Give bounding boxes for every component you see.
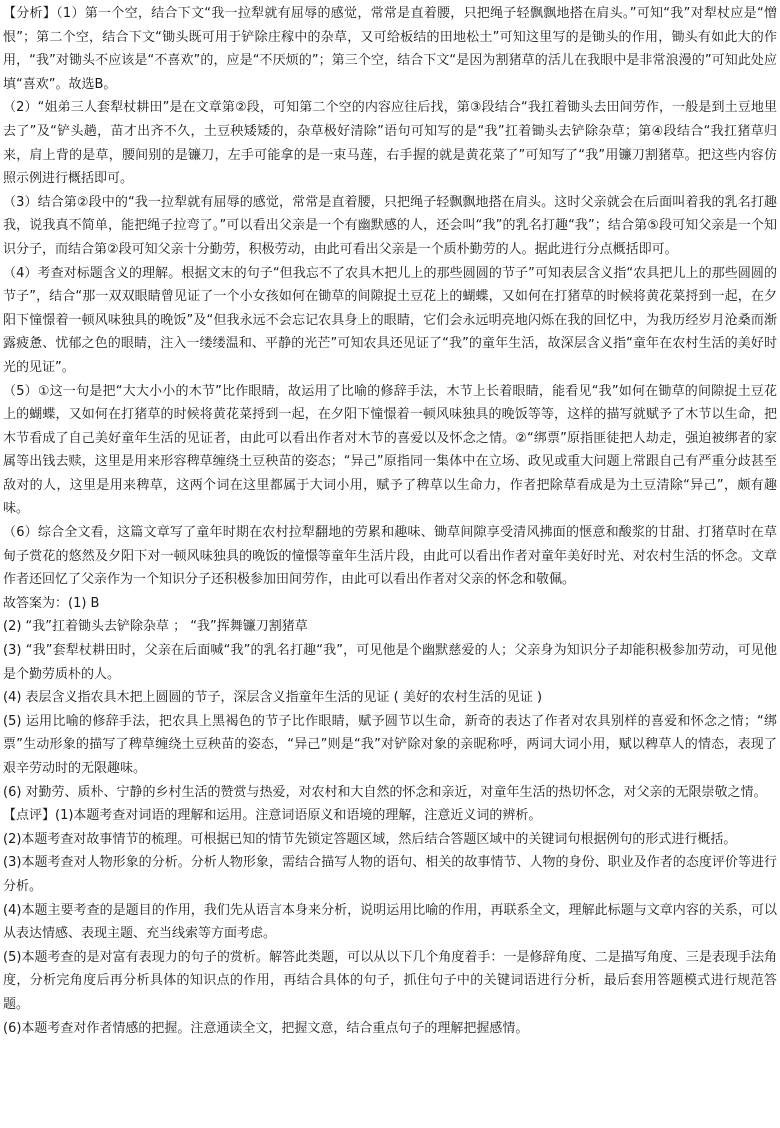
comment-1: 【点评】(1)本题考查对词语的理解和运用。注意词语原义和语境的理解，注意近义词的辨析。 (3, 808, 542, 824)
answer-heading: 故答案为：(1) B (3, 595, 100, 611)
analysis-part-4: （4）考查对标题含义的理解。根据文末的句子“但我忘不了农具木把儿上的那些圆圆的节子”可知表层含义指“农具把儿上的那些圆圆的节子”，结合“那一双双眼睛曾见证了一个小女孩如何在锄草的间隙捉土豆花上的蝴蝶，又如何在打猪草的时候将黄花菜捋到一起，在夕阳下憧憬着一顿风味独具的晚饭”及“但我永远不会忘记农具身上的眼睛，它们会永远明亮地闪烁在我的回忆中，为我历经岁月沧桑而渐露疲惫、忧郁之色的眼睛，注入一缕缕温和、平静的光芒”可知农具还见证了“我”的童年生活，故深层含义指“童年在农村生活的美好时光的见证”。 (3, 265, 777, 375)
answer-4: (4) 表层含义指农具木把上圆圆的节子，深层含义指童年生活的见证 ( 美好的农村生活的见证 ) (3, 690, 543, 706)
analysis-part-6: （6）综合全文看，这篇文章写了童年时期在农村拉犁翻地的劳累和趣味、锄草间隙享受清风拂面的惬意和酸浆的甘甜、打猪草时在草甸子赏花的悠然及夕阳下对一顿风味独具的晚饭的憧憬等童年生活片段，由此可以看出作者对童年美好时光、对农村生活的怀念。文章作者还回忆了父亲作为一个知识分子还积极参加田间劳作，由此可以看出作者对父亲的怀念和敬佩。 (3, 525, 777, 588)
comment-2: (2)本题考查对故事情节的梳理。可根据已知的情节先锁定答题区域，然后结合答题区域中的关键词句根据例句的形式进行概括。 (3, 831, 737, 847)
answer-6: (6) 对勤劳、质朴、宁静的乡村生活的赞赏与热爱，对农村和大自然的怀念和亲近，对童年生活的热切怀念，对父亲的无限崇敬之情。 (3, 784, 767, 800)
answer-5: (5) 运用比喻的修辞手法，把农具上黑褐色的节子比作眼睛，赋予圆节以生命，新奇的表达了作者对农具别样的喜爱和怀念之情；“绑票”生动形象的描写了稗草缠绕土豆秧苗的姿态，“异己”则是“我”对铲除对象的亲昵称呼，两词大词小用，赋以稗草人的情态，表现了艰辛劳动时的无限趣味。 (3, 713, 777, 776)
answer-2: (2) “我”扛着锄头去铲除杂草 ； “我”挥舞镰刀割猪草 (3, 619, 308, 635)
analysis-section (3, 2, 777, 592)
answers-section (3, 592, 777, 804)
comment-section (3, 804, 777, 1040)
analysis-part-5: （5）①这一句是把“大大小小的木节”比作眼睛，故运用了比喻的修辞手法，木节上长着眼睛，能看见“我”如何在锄草的间隙捉土豆花上的蝴蝶，又如何在打猪草的时候将黄花菜捋到一起，在夕阳下憧憬着一顿风味独具的晚饭等等，这样的描写就赋予了木节以生命，把木节看成了自己美好童年生活的见证者，由此可以看出作者对木节的喜爱以及怀念之情。②“绑票”原指匪徒把人劫走，强迫被绑者的家属等出钱去赎，这里是用来形容稗草缠绕土豆秧苗的姿态；“异己”原指同一集体中在立场、政见或重大问题上常跟自己有严重分歧甚至敌对的人，这里是用来稗草，这两个词在这里都属于大词小用，赋予了稗草以生命力，作者把除草看成是为土豆清除“异己”，颇有趣味。 (3, 383, 777, 517)
analysis-part-3: （3）结合第②段中的“我一拉犁就有屈辱的感觉，常常是直着腰，只把绳子轻飘飘地搭在肩头。这时父亲就会在后面叫着我的乳名打趣我，说我真不简单，能把绳子拉弯了。”可以看出父亲是一个有幽默感的人，还会叫“我”的乳名打趣“我”；结合第⑤段可知父亲是一个知识分子，而结合第②段可知父亲十分勤劳，积极劳动，由此可看出父亲是一个质朴勤劳的人。据此进行分点概括即可。 (3, 194, 777, 257)
comment-6: (6)本题考查对作者情感的把握。注意通读全文，把握文意，结合重点句子的理解把握感情。 (3, 1020, 529, 1036)
comment-4: (4)本题主要考查的是题目的作用，我们先从语言本身来分析，说明运用比喻的作用，再联系全文，理解此标题与文章内容的关系，可以从表达情感、表现主题、充当线索等方面考虑。 (3, 902, 777, 942)
comment-3: (3)本题考查对人物形象的分析。分析人物形象，需结合描写人物的语句、相关的故事情节、人物的身份、职业及作者的态度评价等进行分析。 (3, 855, 777, 894)
answer-3: (3) “我”套犁杖耕田时，父亲在后面喊“我”的乳名打趣“我”，可见他是个幽默慈爱的人；父亲身为知识分子却能积极参加劳动，可见他是个勤劳质朴的人。 (3, 643, 777, 682)
analysis-part-1: 【分析】（1）第一个空，结合下文“我一拉犁就有屈辱的感觉，常常是直着腰，只把绳子轻飘飘地搭在肩头。”可知“我”对犁杖应是“憎恨”；第二个空，结合下文“锄头既可用于铲除庄稼中的杂草，又可给板结的田地松土”可知这里写的是锄头的作用，锄头有如此大的作用，“我”对锄头不应该是“不喜欢”的，应是“不厌烦的”；第三个空，结合下文“是因为割猪草的活儿在我眼中是非常浪漫的”可知此处应填“喜欢”。故选B。 (3, 6, 777, 92)
analysis-part-2: （2）“姐弟三人套犁杖耕田”是在文章第②段，可知第二个空的内容应往后找，第③段结合“我扛着锄头去田间劳作，一般是到土豆地里去了”及“铲头趟，苗才出齐不久，土豆秧矮矮的，杂草极好清除”语句可知写的是“我”扛着锄头去铲除杂草；第④段结合“我扛猪草归来，肩上背的是草，腰间别的是镰刀，左手可能拿的是一束马莲，右手握的就是黄花菜了”可知写了“我”用镰刀割猪草。把这些内容仿照示例进行概括即可。 (3, 100, 777, 187)
comment-5: (5)本题考查的是对富有表现力的句子的赏析。解答此类题，可以从以下几个角度着手：一是修辞角度、二是描写角度、三是表现手法角度，分析完角度后再分析具体的知识点的作用，再结合具体的句子，抓住句子中的关键词语进行分析，最后套用答题模式进行规范答题。 (3, 949, 777, 1012)
